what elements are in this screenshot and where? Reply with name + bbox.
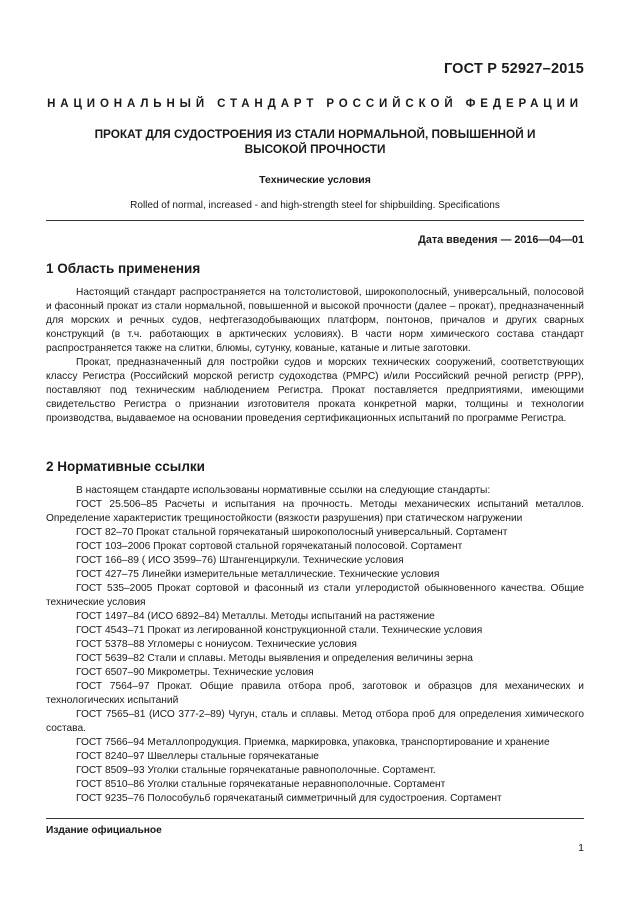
- reference-item: ГОСТ 5378–88 Угломеры с нониусом. Технические условия: [76, 639, 357, 650]
- reference-item: ГОСТ 8509–93 Уголки стальные горячекатаные равнополочные. Сортамент.: [76, 765, 436, 776]
- reference-item: ГОСТ 8240–97 Швеллеры стальные горячекатаные: [76, 751, 319, 762]
- page-number: 1: [578, 842, 584, 854]
- english-title: Rolled of normal, increased - and high-strength steel for shipbuilding. Specifications: [130, 200, 500, 211]
- reference-item: ГОСТ 7564–97 Прокат. Общие правила отбора проб, заготовок и образцов для механических и технологических испытаний: [46, 681, 584, 706]
- section-heading: 1 Область применения: [46, 261, 201, 276]
- document-subtitle: Технические условия: [259, 174, 371, 186]
- section-scope: [46, 261, 584, 426]
- introduction-date: Дата введения — 2016—04—01: [418, 234, 584, 246]
- reference-item: ГОСТ 166–89 ( ИСО 3599–76) Штангенциркули. Технические условия: [76, 555, 404, 566]
- reference-item: ГОСТ 7566–94 Металлопродукция. Приемка, маркировка, упаковка, транспортирование и хранение: [76, 737, 550, 748]
- national-standard-line: НАЦИОНАЛЬНЫЙ СТАНДАРТ РОССИЙСКОЙ ФЕДЕРАЦИИ: [47, 98, 583, 110]
- section-heading: 2 Нормативные ссылки: [46, 459, 205, 474]
- reference-item: ГОСТ 5639–82 Стали и сплавы. Методы выявления и определения величины зерна: [76, 653, 473, 664]
- reference-item: ГОСТ 427–75 Линейки измерительные металлические. Технические условия: [76, 569, 440, 580]
- header-divider: [46, 220, 584, 221]
- reference-item: ГОСТ 9235–76 Полособульб горячекатаный симметричный для судостроения. Сортамент: [76, 793, 502, 804]
- standard-number: ГОСТ Р 52927–2015: [443, 61, 584, 77]
- reference-item: ГОСТ 7565–81 (ИСО 377-2–89) Чугун, сталь и сплавы. Метод отбора проб для определения химического состава.: [46, 709, 584, 734]
- reference-item: ГОСТ 25.506–85 Расчеты и испытания на прочность. Методы механических испытаний металлов. Определение характеристик трещиностойкости (вязкости разрушения) при статическом нагружении: [46, 499, 584, 524]
- reference-item: ГОСТ 1497–84 (ИСО 6892–84) Металлы. Методы испытаний на растяжение: [76, 611, 435, 622]
- reference-item: ГОСТ 4543–71 Прокат из легированной конструкционной стали. Технические условия: [76, 625, 483, 636]
- references-intro: В настоящем стандарте использованы нормативные ссылки на следующие стандарты:: [76, 485, 491, 496]
- reference-item: ГОСТ 8510–86 Уголки стальные горячекатаные неравнополочные. Сортамент: [76, 779, 446, 790]
- footer-divider: [46, 818, 584, 819]
- reference-item: ГОСТ 103–2006 Прокат сортовой стальной горячекатаный полосовой. Сортамент: [76, 541, 463, 552]
- reference-item: ГОСТ 82–70 Прокат стальной горячекатаный широкополосный универсальный. Сортамент: [76, 527, 508, 538]
- reference-item: ГОСТ 6507–90 Микрометры. Технические условия: [76, 667, 314, 678]
- document-title: ПРОКАТ ДЛЯ СУДОСТРОЕНИЯ ИЗ СТАЛИ НОРМАЛЬНОЙ, ПОВЫШЕННОЙ И ВЫСОКОЙ ПРОЧНОСТИ: [94, 127, 536, 156]
- section-normative-references: [46, 459, 584, 806]
- official-edition-label: Издание официальное: [46, 825, 162, 836]
- paragraph: Прокат, предназначенный для постройки судов и морских технических сооружений, соответствующих классу Регистра (Российский морской регистр судоходства (РМРС) и/или Российский речной регистр (РРР), поставляют под техническим наблюдением Регистра. Прокат поставляется предприятиями, имеющими свидетельство Регистра о признании изготовителя проката конкретной марки, толщины и технологии производства, выдаваемое на основании проведения сертификационных испытаний по программе Регистра.: [46, 357, 584, 424]
- paragraph: Настоящий стандарт распространяется на толстолистовой, широкополосный, универсальный, полосовой и фасонный прокат из стали нормальной, повышенной и высокой прочности (далее – прокат), предназначенный для морских и речных судов, нефтегазодобывающих платформ, понтонов, причалов и других сварных конструкций (в т.ч. работающих в арктических условиях). В части норм химического состава стандарт распространяется также на слитки, блюмы, сутунку, кованые, катаные и литые заготовки.: [46, 287, 584, 354]
- reference-item: ГОСТ 535–2005 Прокат сортовой и фасонный из стали углеродистой обыкновенного качества. Общие технические условия: [46, 583, 584, 608]
